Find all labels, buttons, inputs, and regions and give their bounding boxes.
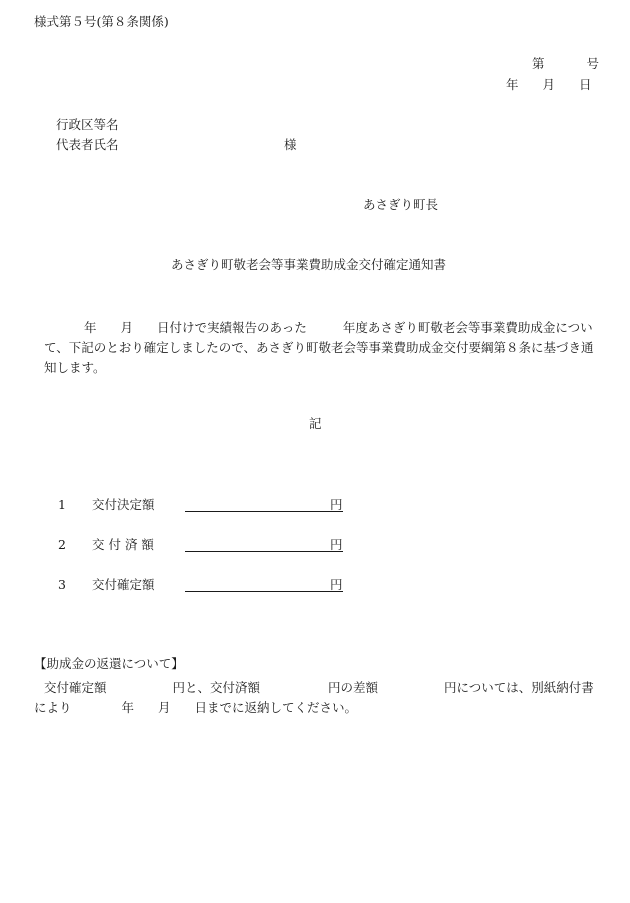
amount-field[interactable] [185, 578, 330, 592]
document-title: あさぎり町敬老会等事業費助成金交付確定通知書 [171, 257, 447, 272]
amount-field[interactable] [185, 538, 330, 552]
item-unit: 円 [330, 496, 343, 512]
issuer: あさぎり町長 [363, 197, 439, 212]
refund-p6: 月 [158, 700, 171, 715]
item-number: 1 [58, 496, 66, 512]
item-row [58, 538, 343, 552]
item-label: 交付確定額 [92, 576, 155, 592]
district-label: 行政区等名 [56, 117, 119, 132]
representative-label: 代表者氏名 [56, 137, 119, 152]
item-number: 2 [58, 536, 66, 552]
honorific: 様 [284, 137, 297, 152]
refund-p1: 交付確定額 [44, 680, 107, 695]
body-paragraph [44, 318, 604, 378]
refund-paragraph [34, 678, 604, 718]
body-month: 月 [120, 320, 134, 335]
ki-heading: 記 [309, 416, 322, 431]
refund-p4: 円については、別紙納付書により [34, 680, 594, 715]
item-row [58, 498, 343, 512]
amount-field[interactable] [185, 498, 330, 512]
item-label: 交 付 済 額 [92, 536, 154, 552]
refund-p5: 年 [121, 700, 135, 715]
body-rest: 年度あさぎり町敬老会等事業費助成金について、下記のとおり確定しましたので、あさぎり町敬老会等事業費助成金交付要綱第８条に基づき通知します。 [44, 320, 594, 375]
item-number: 3 [58, 576, 66, 592]
refund-p7: 日までに返納してください。 [194, 700, 358, 715]
issue-date [506, 79, 592, 92]
refund-p2: 円と、交付済額 [172, 680, 261, 695]
number-prefix: 第 [532, 56, 545, 71]
date-month: 月 [542, 77, 556, 92]
refund-p3: 円の差額 [328, 680, 379, 695]
item-label: 交付決定額 [92, 496, 155, 512]
refund-heading: 【助成金の返還について】 [34, 656, 184, 671]
form-label: 様式第５号(第８条関係) [34, 14, 169, 29]
date-year: 年 [506, 77, 519, 92]
document-number [532, 58, 599, 71]
number-suffix: 号 [586, 56, 600, 71]
date-day: 日 [579, 77, 592, 92]
body-year: 年 [84, 320, 97, 335]
item-unit: 円 [330, 536, 343, 552]
item-unit: 円 [330, 576, 343, 592]
body-day-text: 日付けで実績報告のあった [157, 320, 307, 335]
item-row [58, 578, 343, 592]
